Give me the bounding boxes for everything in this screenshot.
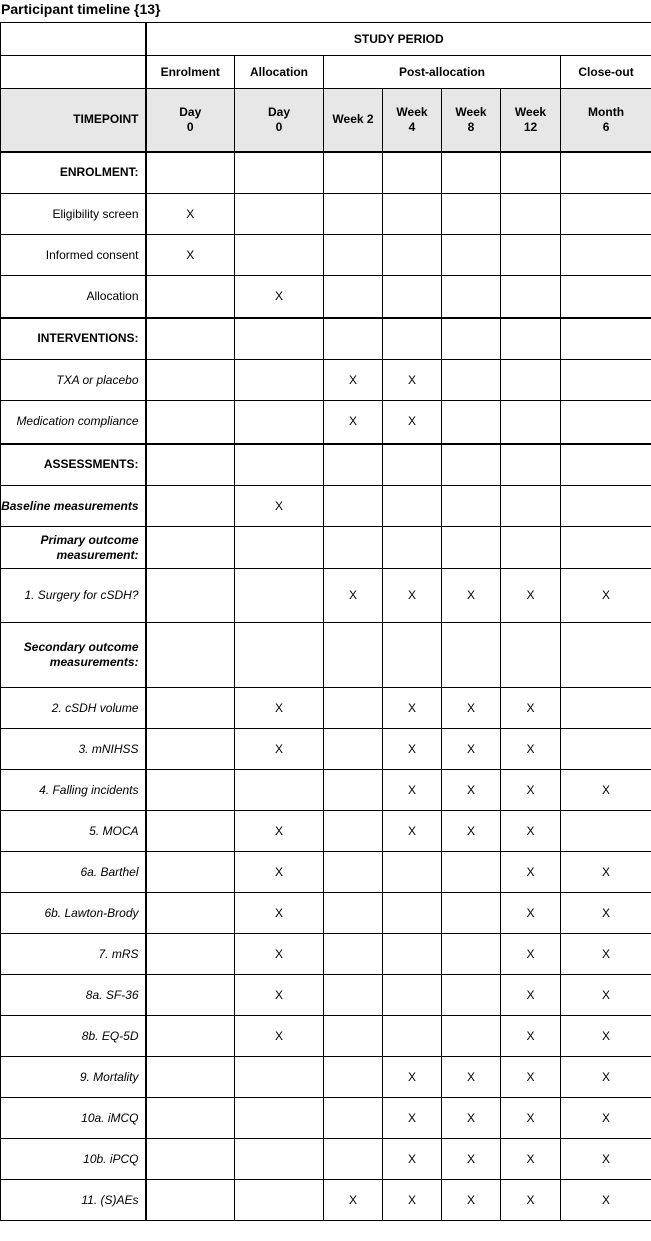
timepoint-cell — [383, 89, 442, 152]
schedule-cell — [561, 444, 651, 486]
schedule-cell — [383, 852, 442, 893]
row-label: 7. mRS — [1, 934, 146, 975]
schedule-cell: X — [442, 811, 501, 852]
timepoint-line2: 0 — [275, 119, 283, 134]
schedule-cell — [442, 1016, 501, 1057]
table-row — [1, 235, 651, 276]
row-label: 4. Falling incidents — [1, 770, 146, 811]
schedule-cell: X — [235, 811, 324, 852]
timepoint-cell — [561, 89, 651, 152]
schedule-cell — [383, 276, 442, 318]
schedule-cell: X — [561, 569, 651, 623]
schedule-cell: X — [501, 770, 561, 811]
schedule-cell: X — [442, 1180, 501, 1221]
row-label: ENROLMENT: — [1, 152, 146, 194]
table-row — [1, 729, 651, 770]
table-row — [1, 360, 651, 401]
schedule-cell: X — [235, 276, 324, 318]
timepoint-line2: 4 — [408, 119, 416, 134]
schedule-cell: X — [383, 729, 442, 770]
table-row — [1, 975, 651, 1016]
participant-timeline-table — [0, 22, 651, 1221]
schedule-cell: X — [383, 1057, 442, 1098]
schedule-cell: X — [501, 893, 561, 934]
schedule-cell: X — [501, 1098, 561, 1139]
study-period-header: STUDY PERIOD — [146, 23, 651, 56]
schedule-cell — [561, 486, 651, 527]
schedule-cell — [442, 360, 501, 401]
timepoint-line1: Day — [267, 104, 290, 119]
schedule-cell — [324, 444, 383, 486]
timepoint-cell — [324, 89, 383, 152]
schedule-cell: X — [501, 934, 561, 975]
phase-row — [1, 56, 651, 89]
timepoint-line1: Week — [514, 104, 547, 119]
schedule-cell: X — [383, 1139, 442, 1180]
table-row — [1, 401, 651, 444]
schedule-cell: X — [235, 486, 324, 527]
schedule-cell: X — [561, 770, 651, 811]
schedule-cell — [561, 688, 651, 729]
row-label: Informed consent — [1, 235, 146, 276]
schedule-cell: X — [501, 688, 561, 729]
schedule-cell: X — [235, 688, 324, 729]
schedule-cell: X — [383, 1180, 442, 1221]
timepoint-label: TIMEPOINT — [1, 89, 146, 152]
table-row — [1, 444, 651, 486]
table-row — [1, 569, 651, 623]
row-label: Primary outcome measurement: — [1, 527, 146, 569]
schedule-cell — [324, 770, 383, 811]
schedule-cell — [235, 318, 324, 360]
row-label: 10b. iPCQ — [1, 1139, 146, 1180]
schedule-cell — [442, 318, 501, 360]
schedule-cell — [324, 811, 383, 852]
schedule-cell — [146, 1057, 235, 1098]
schedule-cell — [146, 276, 235, 318]
schedule-cell — [501, 152, 561, 194]
phase-close-out: Close-out — [561, 56, 651, 89]
schedule-cell — [442, 527, 501, 569]
timepoint-cell — [235, 89, 324, 152]
schedule-cell — [501, 235, 561, 276]
schedule-cell — [235, 360, 324, 401]
schedule-cell — [324, 729, 383, 770]
schedule-cell — [235, 444, 324, 486]
timepoint-line2: 0 — [186, 119, 194, 134]
timepoint-line1: Week — [455, 104, 487, 119]
schedule-cell — [235, 194, 324, 235]
table-row — [1, 893, 651, 934]
schedule-cell — [442, 401, 501, 444]
table-row — [1, 486, 651, 527]
schedule-cell: X — [324, 360, 383, 401]
schedule-cell: X — [561, 975, 651, 1016]
timepoint-line2: 6 — [602, 119, 610, 134]
schedule-cell — [383, 527, 442, 569]
schedule-cell: X — [324, 1180, 383, 1221]
schedule-cell — [324, 1098, 383, 1139]
schedule-cell: X — [442, 1098, 501, 1139]
schedule-cell — [324, 1139, 383, 1180]
schedule-cell: X — [442, 1057, 501, 1098]
empty-cell — [1, 56, 146, 89]
schedule-cell: X — [324, 401, 383, 444]
schedule-cell: X — [235, 975, 324, 1016]
schedule-cell — [383, 152, 442, 194]
schedule-cell: X — [235, 1016, 324, 1057]
schedule-cell — [501, 527, 561, 569]
schedule-cell — [561, 152, 651, 194]
row-label: 11. (S)AEs — [1, 1180, 146, 1221]
schedule-cell — [146, 318, 235, 360]
schedule-cell — [383, 1016, 442, 1057]
row-label: 2. cSDH volume — [1, 688, 146, 729]
schedule-cell — [146, 486, 235, 527]
row-label: Baseline measurements — [1, 486, 146, 527]
schedule-cell — [235, 1098, 324, 1139]
schedule-cell — [324, 527, 383, 569]
study-period-row — [1, 23, 651, 56]
schedule-cell — [383, 194, 442, 235]
schedule-cell: X — [383, 1098, 442, 1139]
schedule-cell — [235, 1057, 324, 1098]
table-row — [1, 1180, 651, 1221]
table-row — [1, 1057, 651, 1098]
schedule-cell — [324, 1057, 383, 1098]
schedule-cell: X — [501, 1180, 561, 1221]
schedule-cell — [501, 486, 561, 527]
schedule-cell: X — [235, 934, 324, 975]
schedule-cell — [235, 770, 324, 811]
timepoint-line1: Week — [396, 104, 428, 119]
schedule-cell — [442, 934, 501, 975]
schedule-cell — [146, 360, 235, 401]
schedule-cell: X — [442, 688, 501, 729]
table-row — [1, 152, 651, 194]
schedule-cell: X — [324, 569, 383, 623]
schedule-cell: X — [383, 360, 442, 401]
schedule-cell — [501, 276, 561, 318]
schedule-cell — [561, 811, 651, 852]
schedule-cell — [146, 1098, 235, 1139]
row-label: Medication compliance — [1, 401, 146, 444]
schedule-cell — [324, 688, 383, 729]
timepoint-row — [1, 89, 651, 152]
schedule-cell — [146, 811, 235, 852]
schedule-cell — [146, 152, 235, 194]
schedule-cell — [324, 235, 383, 276]
schedule-cell — [235, 569, 324, 623]
schedule-cell: X — [561, 1016, 651, 1057]
timepoint-line2: 8 — [467, 119, 475, 134]
schedule-cell — [383, 444, 442, 486]
schedule-cell — [324, 623, 383, 688]
schedule-cell — [146, 770, 235, 811]
schedule-cell — [383, 318, 442, 360]
row-label: 3. mNIHSS — [1, 729, 146, 770]
schedule-cell: X — [383, 770, 442, 811]
schedule-cell: X — [146, 194, 235, 235]
row-label: TXA or placebo — [1, 360, 146, 401]
schedule-cell — [383, 623, 442, 688]
schedule-cell — [383, 235, 442, 276]
table-row — [1, 1098, 651, 1139]
row-label: 5. MOCA — [1, 811, 146, 852]
schedule-cell — [561, 623, 651, 688]
schedule-cell: X — [235, 852, 324, 893]
schedule-cell: X — [501, 1057, 561, 1098]
schedule-cell: X — [442, 770, 501, 811]
table-row — [1, 770, 651, 811]
schedule-cell — [442, 444, 501, 486]
schedule-cell — [442, 276, 501, 318]
table-row — [1, 194, 651, 235]
row-label: ASSESSMENTS: — [1, 444, 146, 486]
schedule-cell: X — [501, 1016, 561, 1057]
schedule-cell — [561, 194, 651, 235]
schedule-cell — [146, 569, 235, 623]
table-row — [1, 688, 651, 729]
schedule-cell: X — [442, 729, 501, 770]
schedule-cell: X — [442, 569, 501, 623]
schedule-cell — [146, 893, 235, 934]
schedule-cell — [324, 934, 383, 975]
schedule-cell — [146, 623, 235, 688]
row-label: 10a. iMCQ — [1, 1098, 146, 1139]
schedule-cell — [561, 527, 651, 569]
schedule-cell — [146, 852, 235, 893]
table-row — [1, 276, 651, 318]
schedule-cell — [442, 194, 501, 235]
schedule-cell — [146, 1180, 235, 1221]
schedule-cell — [146, 401, 235, 444]
schedule-cell: X — [561, 1098, 651, 1139]
timepoint-cell — [442, 89, 501, 152]
schedule-cell: X — [501, 569, 561, 623]
row-label: Eligibility screen — [1, 194, 146, 235]
timepoint-line1: Week 2 — [332, 112, 374, 127]
schedule-cell — [324, 1016, 383, 1057]
table-row — [1, 811, 651, 852]
timepoint-cell — [501, 89, 561, 152]
schedule-cell — [561, 401, 651, 444]
schedule-cell: X — [235, 893, 324, 934]
row-label: 8b. EQ-5D — [1, 1016, 146, 1057]
phase-enrolment: Enrolment — [146, 56, 235, 89]
schedule-cell: X — [442, 1139, 501, 1180]
schedule-cell — [324, 852, 383, 893]
schedule-cell: X — [235, 729, 324, 770]
schedule-cell — [235, 152, 324, 194]
schedule-cell — [146, 1139, 235, 1180]
schedule-cell: X — [561, 1139, 651, 1180]
timepoint-line1: Day — [179, 104, 202, 119]
schedule-cell — [235, 623, 324, 688]
table-row — [1, 318, 651, 360]
schedule-cell: X — [501, 811, 561, 852]
schedule-cell: X — [501, 1139, 561, 1180]
schedule-cell: X — [501, 852, 561, 893]
schedule-cell: X — [383, 569, 442, 623]
schedule-cell — [146, 729, 235, 770]
schedule-cell — [501, 401, 561, 444]
schedule-cell — [561, 276, 651, 318]
phase-allocation: Allocation — [235, 56, 324, 89]
schedule-cell — [442, 893, 501, 934]
row-label: 6a. Barthel — [1, 852, 146, 893]
schedule-cell — [383, 486, 442, 527]
schedule-cell: X — [501, 975, 561, 1016]
schedule-cell — [442, 235, 501, 276]
row-label: 8a. SF-36 — [1, 975, 146, 1016]
schedule-cell: X — [501, 729, 561, 770]
table-row — [1, 934, 651, 975]
row-label: Allocation — [1, 276, 146, 318]
timepoint-line1: Month — [588, 104, 625, 119]
table-row — [1, 527, 651, 569]
row-label: 9. Mortality — [1, 1057, 146, 1098]
schedule-cell — [561, 729, 651, 770]
schedule-cell — [146, 934, 235, 975]
schedule-cell — [442, 623, 501, 688]
schedule-cell — [501, 444, 561, 486]
timepoint-cell — [146, 89, 235, 152]
schedule-cell: X — [561, 1057, 651, 1098]
row-label: 1. Surgery for cSDH? — [1, 569, 146, 623]
schedule-cell — [235, 235, 324, 276]
schedule-cell: X — [383, 688, 442, 729]
schedule-cell — [442, 852, 501, 893]
schedule-cell — [561, 318, 651, 360]
schedule-cell — [235, 527, 324, 569]
schedule-cell — [501, 194, 561, 235]
row-label: 6b. Lawton-Brody — [1, 893, 146, 934]
schedule-cell — [235, 401, 324, 444]
schedule-cell: X — [561, 934, 651, 975]
table-row — [1, 1016, 651, 1057]
schedule-cell: X — [561, 852, 651, 893]
schedule-cell — [324, 975, 383, 1016]
schedule-cell — [235, 1139, 324, 1180]
schedule-cell — [501, 318, 561, 360]
table-row — [1, 1139, 651, 1180]
schedule-cell — [324, 893, 383, 934]
schedule-cell — [324, 486, 383, 527]
schedule-cell: X — [146, 235, 235, 276]
row-label: Secondary outcome measurements: — [1, 623, 146, 688]
schedule-cell: X — [383, 401, 442, 444]
schedule-cell — [501, 623, 561, 688]
schedule-cell — [501, 360, 561, 401]
page-title: Participant timeline {13} — [1, 1, 161, 17]
schedule-cell — [235, 1180, 324, 1221]
table-row — [1, 852, 651, 893]
schedule-cell — [383, 893, 442, 934]
row-label: INTERVENTIONS: — [1, 318, 146, 360]
phase-post-allocation: Post-allocation — [324, 56, 561, 89]
schedule-cell: X — [383, 811, 442, 852]
schedule-cell — [383, 975, 442, 1016]
schedule-cell — [324, 152, 383, 194]
schedule-cell — [383, 934, 442, 975]
schedule-cell — [442, 975, 501, 1016]
schedule-cell — [324, 276, 383, 318]
schedule-cell — [324, 318, 383, 360]
schedule-cell — [324, 194, 383, 235]
schedule-cell — [561, 360, 651, 401]
schedule-cell — [146, 975, 235, 1016]
schedule-cell — [146, 444, 235, 486]
schedule-cell — [442, 152, 501, 194]
schedule-cell — [146, 527, 235, 569]
timepoint-line2: 12 — [523, 119, 538, 134]
schedule-cell — [146, 1016, 235, 1057]
empty-cell — [1, 23, 146, 56]
schedule-cell — [442, 486, 501, 527]
table-row — [1, 623, 651, 688]
schedule-cell — [146, 688, 235, 729]
schedule-cell: X — [561, 893, 651, 934]
schedule-cell — [561, 235, 651, 276]
schedule-cell: X — [561, 1180, 651, 1221]
